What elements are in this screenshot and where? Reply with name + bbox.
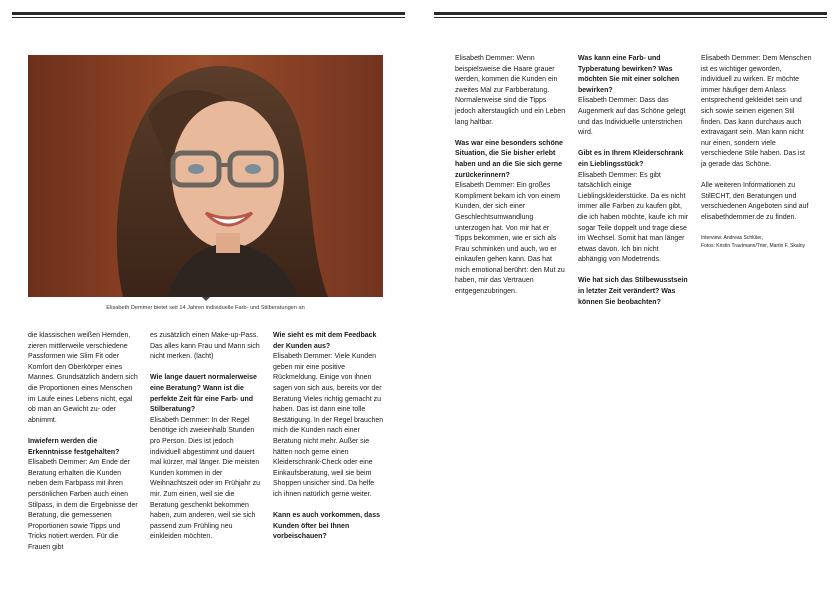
paragraph: Alle weiteren Informationen zu StilECHT, den Beratungen und verschiedenen Angeboten sind auf elisabethdemmer.de zu finden.	[701, 182, 809, 221]
portrait-illustration	[28, 55, 383, 297]
question: Inwiefern werden die Erkenntnisse festgehalten?	[28, 437, 120, 456]
credit-photos: Fotos: Kristin Trautmann/Trier, Martin F. Skalny	[701, 243, 806, 250]
paragraph: Elisabeth Demmer: Es gibt tatsächlich einige Lieblingskleiderstücke. Da es nicht immer alle Farben zu kaufen gibt, die ich haben möchte, kaufe ich mir sogar Teile doppelt und trage diese im Wechsel. Somit hat man länger etwas davon. Ich bin nicht abhängig von Modetrends.	[578, 171, 689, 264]
caption-marker-icon	[202, 297, 210, 301]
column-6	[701, 54, 812, 250]
question: Wie sieht es mit dem Feedback der Kunden aus?	[273, 332, 377, 350]
column-1	[28, 331, 140, 553]
question: Was kann eine Farb- und Typberatung bewirken? Was möchten Sie mit einer solchen bewirken?	[578, 55, 680, 94]
paragraph: Elisabeth Demmer: Ein großes Kompliment bekam ich von einem Kunden, der sich einer Geschlechtsumwandlung unterzogen hat. Von mir hat er Tipps bekommen, wie er sich als Frau schminken und auch, wo er einkaufen gehen kann. Das hat mich emotional berührt: den Mut zu haben, mir das Vertrauen entgegenzubringen.	[455, 182, 565, 296]
question: Gibt es in Ihrem Kleiderschrank ein Lieblingsstück?	[578, 150, 684, 168]
top-rule-right-thin	[434, 17, 827, 18]
paragraph: Elisabeth Demmer: In der Regel benötige ich zweieinhalb Stunden pro Person. Dies ist jedoch individuell abgestimmt und dauert mal kürzer, mal länger. Die meisten Kunden kommen in der Weihnachtszeit oder im Frühjahr zu mir. Zum einen, weil sie die Beratung geschenkt bekommen haben, zum anderen, weil sie sich passend zum Frühling neu einkleiden möchten.	[150, 416, 260, 541]
top-rule-left	[12, 12, 405, 15]
paragraph: Elisabeth Demmer: Dem Menschen ist es wichtiger geworden, individuell zu wirken. Er möchte immer häufiger dem Anlass entsprechend gekleidet sein und sich sowie seinen eigenen Stil finden. Das kann durchaus auch extravagant sein. Man kann nicht nur einen, sondern viele verschiedene Stile haben. Das ist ja gerade das Schöne.	[701, 55, 812, 168]
paragraph: die klassischen weißen Hemden, zieren mittlerweile verschiedene Passformen wie Slim Fit oder Komfort den Oberkörper eines Mannes. Grundsätzlich ändern sich die Proportionen eines Menschen im Laufe eines Lebens nicht, egal ob man an Gewicht zu- oder abnimmt.	[28, 332, 138, 424]
paragraph: Elisabeth Demmer: Wenn beispielsweise die Haare grauer werden, kommen die Kunden ein zweites Mal zur Farbberatung. Normalerweise sind die Tipps jedoch alterstauglich und ein Leben lang haltbar.	[455, 55, 566, 126]
paragraph: Elisabeth Demmer: Am Ende der Beratung erhalten die Kunden neben dem Farbpass mit ihren persönlichen Farben auch einen Stilpass, in dem die Ergebnisse der Beratung, die gemessenen Proportionen sowie Tipps und Tricks notiert werden. Für die Frauen gibt	[28, 459, 138, 551]
paragraph: Elisabeth Demmer: Dass das Augenmerk auf das Schöne gelegt und das Individuelle unterstrichen wird.	[578, 97, 686, 137]
question: Kann es auch vorkommen, dass Kunden öfter bei Ihnen vorbeischauen?	[273, 512, 380, 541]
question: Wie hat sich das Stilbewusstsein in letzter Zeit verändert? Was können Sie beobachten?	[578, 277, 688, 306]
question: Wie lange dauert normalerweise eine Beratung? Wann ist die perfekte Zeit für eine Farb- und Stilberatung?	[150, 374, 257, 414]
column-4	[455, 54, 566, 298]
photo-caption: Elisabeth Demmer bietet seit 14 Jahren individuelle Farb- und Stilberatungen an	[106, 305, 305, 311]
column-3	[273, 331, 385, 543]
question: Was war eine besonders schöne Situation, die Sie bisher erlebt haben und an die Sie sich gerne zurückerinnern?	[455, 139, 563, 179]
top-rule-right	[434, 12, 827, 15]
top-rule-left-thin	[12, 17, 405, 18]
column-5	[578, 54, 689, 308]
paragraph: Elisabeth Demmer: Viele Kunden geben mir eine positive Rückmeldung. Einige von ihnen sagen von sich aus, bereits vor der Beratung Vieles richtig gemacht zu haben. Das ist dann eine tolle Bestätigung. In der Regel brauchen mich die Kunden nach einer Beratung nicht mehr. Außer sie hätten noch gerne einen Kleiderschrank-Check oder eine Einkaufsberatung, weil sie beim Shoppen unsicher sind. Da helfe ich ihnen natürlich gerne weiter.	[273, 353, 384, 498]
column-2	[150, 331, 262, 543]
paragraph: es zusätzlich einen Make-up-Pass. Das alles kann Frau und Mann sich nicht merken. (lacht)	[150, 332, 260, 361]
credit-interview: Interview: Andreas Schlüter,	[701, 235, 763, 242]
portrait-photo	[28, 55, 383, 297]
